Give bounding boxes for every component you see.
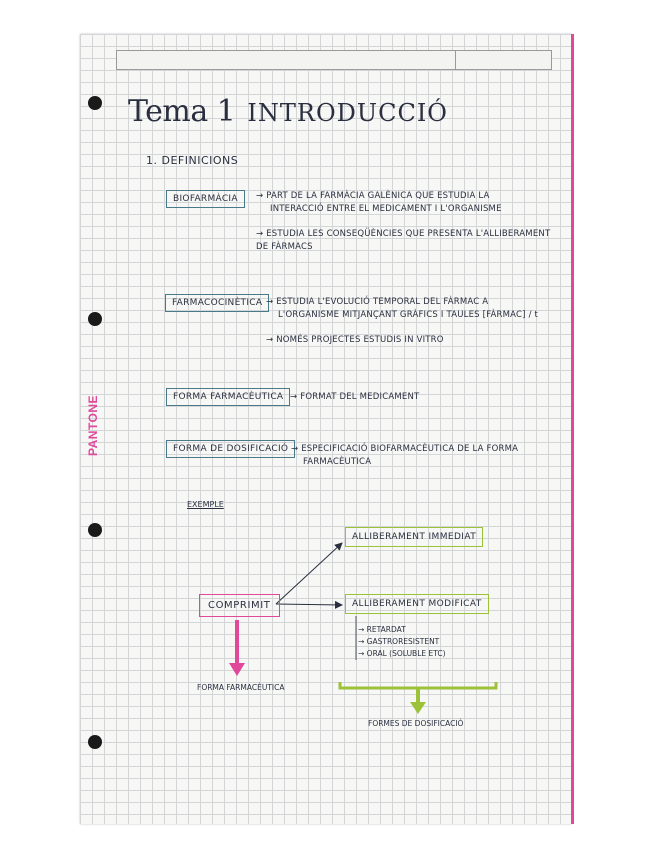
title-main: Tema 1 (128, 94, 236, 129)
definition-line: → ESPECIFICACIÓ BIOFARMACÈUTICA DE LA FORMA (291, 444, 519, 454)
label-formes-dosificacio: FORMES DE DOSIFICACIÓ (368, 719, 464, 728)
pantone-logo: PANTONE (86, 394, 100, 456)
label-forma-farmaceutica: FORMA FARMACÈUTICA (197, 683, 285, 692)
definition-line: DE FÀRMACS (256, 242, 313, 252)
definition-line: → ESTUDIA L'EVOLUCIÓ TEMPORAL DEL FÀRMAC A (266, 297, 489, 307)
title-sub: INTRODUCCIÓ (247, 99, 448, 127)
box-comprimit: COMPRIMIT (199, 594, 280, 617)
arrow-to-modified (276, 604, 342, 605)
term-forma-dosificacio: FORMA DE DOSIFICACIÓ (166, 440, 295, 458)
list-item: → GASTRORESISTENT (358, 637, 440, 646)
list-item: → RETARDAT (358, 625, 406, 634)
box-modified-release: ALLIBERAMENT MODIFICAT (345, 594, 489, 614)
green-bracket (340, 682, 496, 688)
section-heading: 1. DEFINICIONS (146, 154, 239, 167)
definition-line: → ESTUDIA LES CONSEQÜÈNCIES QUE PRESENTA L'ALLIBERAMENT (256, 229, 551, 239)
pink-arrow-head (229, 663, 245, 676)
definition-line: → PART DE LA FARMÀCIA GALÈNICA QUE ESTUDIA LA (256, 191, 490, 201)
definition-line: L'ORGANISME MITJANÇANT GRÀFICS I TAULES [FÀRMAC] / t (278, 310, 539, 320)
modified-list (358, 624, 446, 660)
example-label: EXEMPLE (187, 500, 224, 509)
green-arrow-head (410, 702, 426, 714)
list-item: → ORAL (SOLUBLE ETC) (358, 649, 446, 658)
box-immediate-release: ALLIBERAMENT IMMEDIAT (345, 527, 483, 547)
arrow-to-immediate (276, 543, 342, 604)
definition-line: FARMACÈUTICA (303, 457, 372, 467)
definition-line: INTERACCIÓ ENTRE EL MEDICAMENT I L'ORGANISME (270, 204, 502, 214)
definition-line: → FORMAT DEL MEDICAMENT (290, 392, 420, 402)
term-farmacocinetica: FARMACOCINÈTICA (165, 294, 269, 312)
definition-line: → NOMÉS PROJECTES ESTUDIS IN VITRO (266, 335, 444, 345)
term-biofarmacia: BIOFARMÀCIA (166, 190, 245, 208)
term-forma-farmaceutica: FORMA FARMACÈUTICA (166, 388, 290, 406)
